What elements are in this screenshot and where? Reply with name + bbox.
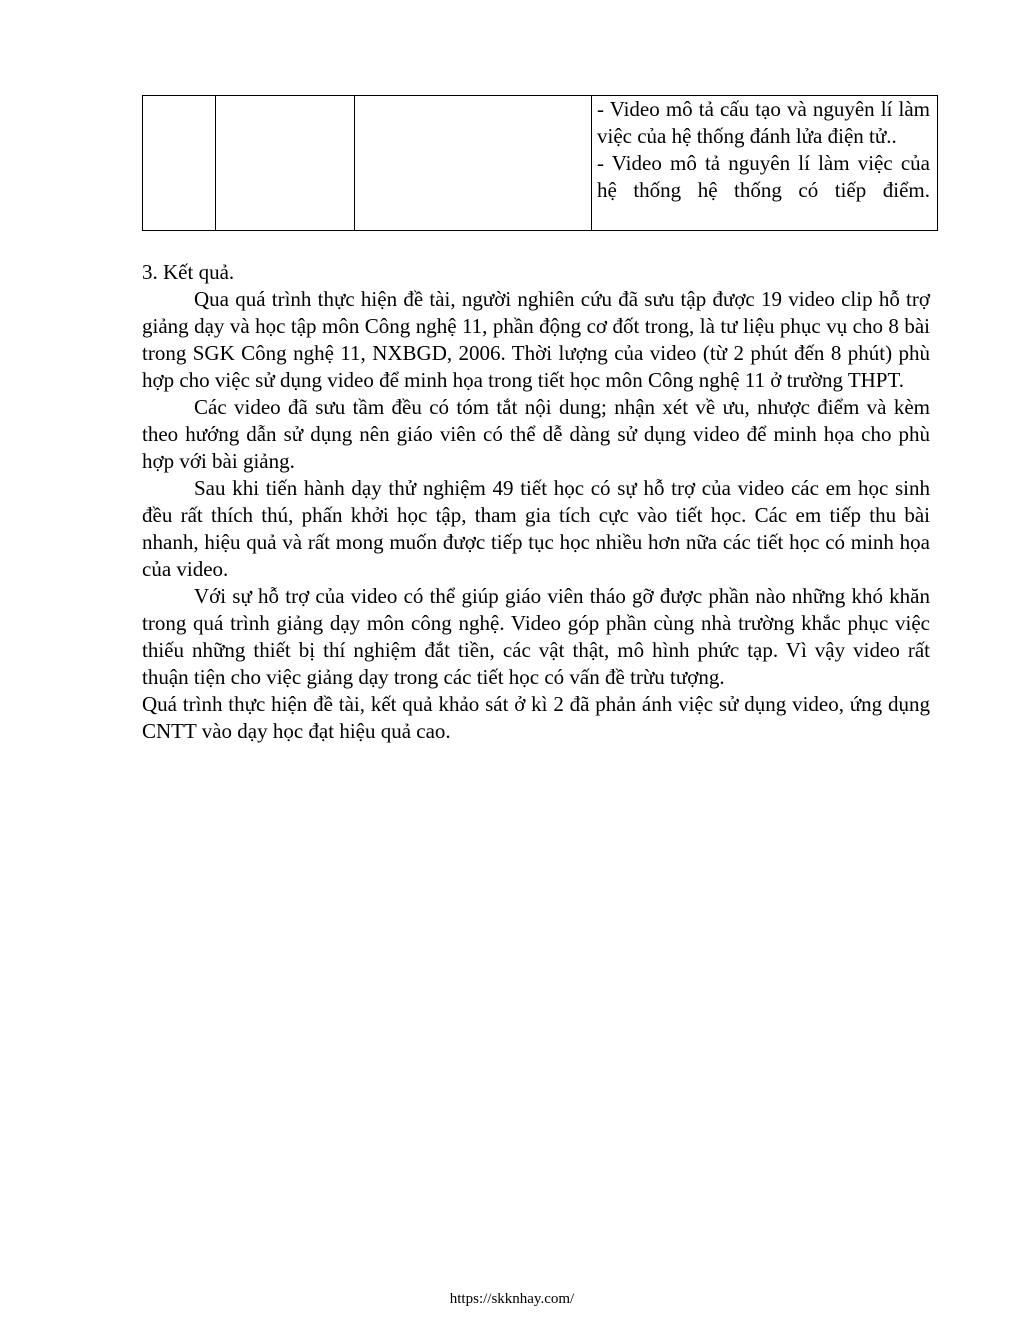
paragraph: Quá trình thực hiện đề tài, kết quả khảo sát ở kì 2 đã phản ánh việc sử dụng video, ứng dụng CNTT vào dạy học đạt hiệu quả cao. bbox=[142, 692, 930, 743]
table-cell-line: - Video mô tả nguyên lí làm việc của hệ thống hệ thống có tiếp điểm. bbox=[597, 151, 930, 202]
section-body bbox=[142, 259, 930, 745]
paragraph: Các video đã sưu tầm đều có tóm tắt nội dung; nhận xét về ưu, nhược điểm và kèm theo hướng dẫn sử dụng nên giáo viên có thể dễ dàng sử dụng video để minh họa cho phù hợp với bài giảng. bbox=[142, 395, 930, 473]
paragraph: Sau khi tiến hành dạy thử nghiệm 49 tiết học có sự hỗ trợ của video các em học sinh đều rất thích thú, phấn khởi học tập, tham gia tích cực vào tiết học. Các em tiếp thu bài nhanh, hiệu quả và rất mong muốn được tiếp tục học nhiều hơn nữa các tiết học có minh họa của video. bbox=[142, 476, 930, 581]
table-cell-empty bbox=[143, 96, 216, 231]
table-cell-empty bbox=[216, 96, 355, 231]
table-cell-empty bbox=[355, 96, 592, 231]
table-cell-line: - Video mô tả cấu tạo và nguyên lí làm việc của hệ thống đánh lửa điện tử.. bbox=[597, 97, 930, 148]
paragraph: Với sự hỗ trợ của video có thể giúp giáo viên tháo gỡ được phần nào những khó khăn trong quá trình giảng dạy môn công nghệ. Video góp phần cùng nhà trường khắc phục việc thiếu những thiết bị thí nghiệm đắt tiền, các vật thật, mô hình phức tạp. Vì vậy video rất thuận tiện cho việc giảng dạy trong các tiết học có vấn đề trừu tượng. bbox=[142, 584, 930, 689]
paragraph: Qua quá trình thực hiện đề tài, người nghiên cứu đã sưu tập được 19 video clip hỗ trợ giảng dạy và học tập môn Công nghệ 11, phần động cơ đốt trong, là tư liệu phục vụ cho 8 bài trong SGK Công nghệ 11, NXBGD, 2006. Thời lượng của video (từ 2 phút đến 8 phút) phù hợp cho việc sử dụng video để minh họa trong tiết học môn Công nghệ 11 ở trường THPT. bbox=[142, 287, 930, 392]
section-heading: 3. Kết quả. bbox=[142, 260, 235, 284]
continued-table bbox=[142, 95, 938, 231]
footer-url: https://skknhay.com/ bbox=[449, 1291, 575, 1307]
table-row bbox=[143, 96, 938, 231]
table-cell-content bbox=[592, 96, 938, 231]
